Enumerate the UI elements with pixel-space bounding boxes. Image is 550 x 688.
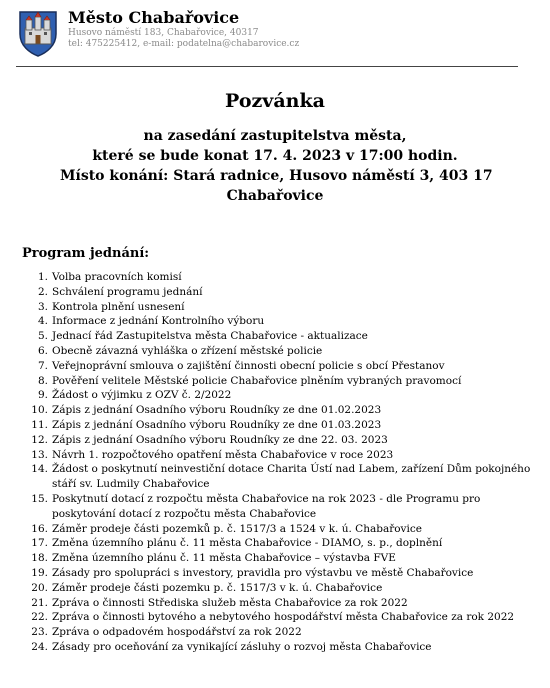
agenda-item: [24, 314, 534, 329]
agenda-item-number: 19.: [31, 566, 48, 579]
meeting-details-line: které se bude konat 17. 4. 2023 v 17:00 hodin.: [92, 148, 458, 164]
agenda-item: [24, 610, 534, 625]
agenda-item: [24, 270, 534, 285]
agenda-item-text: Schválení programu jednání: [52, 285, 203, 298]
agenda-item: [24, 551, 534, 566]
agenda-item-number: 5.: [37, 330, 48, 343]
agenda-item-number: 15.: [31, 492, 48, 505]
agenda-item-text: Volba pracovních komisí: [52, 271, 182, 283]
agenda-item-number: 21.: [31, 596, 48, 609]
agenda-item-text: Záměr prodeje části pozemku p. č. 1517/3 v k. ú. Chabařovice: [52, 581, 383, 594]
agenda-item-number: 1.: [37, 271, 48, 283]
agenda-item-text: Žádost o poskytnutí neinvestiční dotace Charita Ústí nad Labem, zařízení Dům pokojného stáří sv. Ludmily Chabařovice: [52, 463, 531, 491]
agenda-item-text: Zásady pro oceňování za vynikající zásluhy o rozvoj města Chabařovice: [52, 640, 432, 653]
agenda-item-text: Změna územního plánu č. 11 města Chabařovice - DIAMO, s. p., doplnění: [52, 537, 443, 550]
agenda-item-number: 11.: [31, 418, 48, 431]
agenda-item-text: Jednací řád Zastupitelstva města Chabařovice - aktualizace: [52, 330, 368, 343]
meeting-details-line: Chabařovice: [226, 188, 324, 204]
agenda-item-text: Zápis z jednání Osadního výboru Roudníky ze dne 22. 03. 2023: [52, 433, 388, 446]
agenda-item: [24, 448, 534, 463]
agenda-item-number: 7.: [37, 359, 48, 372]
agenda-item-number: 10.: [31, 404, 48, 417]
agenda-item-number: 17.: [31, 537, 48, 550]
agenda-item-number: 4.: [37, 315, 48, 328]
agenda-item: [24, 344, 534, 359]
agenda-item: [24, 285, 534, 300]
agenda-item-text: Zápis z jednání Osadního výboru Roudníky ze dne 01.03.2023: [52, 418, 382, 431]
agenda-item-text: Poskytnutí dotací z rozpočtu města Chabařovice na rok 2023 - dle Programu pro poskytování dotací z rozpočtu města Chabařovice: [52, 492, 481, 520]
agenda-item-number: 6.: [37, 344, 48, 357]
agenda-item: [24, 374, 534, 389]
agenda-item: [24, 566, 534, 581]
agenda-item-number: 3.: [37, 300, 48, 313]
org-name: Město Chabařovice: [68, 8, 240, 27]
agenda-item-text: Kontrola plnění usnesení: [52, 300, 185, 313]
agenda-item-text: Změna územního plánu č. 11 města Chabařovice – výstavba FVE: [52, 552, 396, 565]
agenda-item-text: Veřejnoprávní smlouva o zajištění činnosti obecní policie s obcí Přestanov: [52, 359, 445, 372]
agenda-item-number: 22.: [31, 611, 48, 624]
agenda-item: [24, 596, 534, 611]
agenda-item-text: Zpráva o činnosti bytového a nebytového hospodářství města Chabařovice za rok 2022: [52, 611, 515, 624]
agenda-item: [24, 581, 534, 596]
meeting-details: [60, 126, 493, 206]
agenda-item-text: Návrh 1. rozpočtového opatření města Chabařovice v roce 2023: [52, 448, 394, 461]
agenda-item-text: Záměr prodeje části pozemků p. č. 1517/3 a 1524 v k. ú. Chabařovice: [52, 522, 422, 535]
agenda-item-number: 24.: [31, 640, 48, 653]
agenda-item: [24, 300, 534, 315]
agenda-item: [24, 433, 534, 448]
agenda-item-number: 20.: [31, 581, 48, 594]
agenda-item-number: 8.: [37, 374, 48, 387]
agenda-item-text: Zpráva o odpadovém hospodářství za rok 2022: [52, 626, 302, 639]
agenda-item-number: 14.: [31, 463, 48, 476]
agenda-item-text: Zpráva o činnosti Střediska služeb města Chabařovice za rok 2022: [52, 596, 408, 609]
document-title: Pozvánka: [225, 90, 325, 112]
org-contact: tel: 475225412, e-mail: podatelna@chabarovice.cz: [68, 39, 300, 49]
agenda-item-text: Žádost o výjimku z OZV č. 2/2022: [52, 389, 232, 402]
agenda-item: [24, 403, 534, 418]
agenda-item-number: 16.: [31, 522, 48, 535]
agenda-item-number: 18.: [31, 552, 48, 565]
agenda-item: [24, 359, 534, 374]
agenda-item-number: 2.: [37, 285, 48, 298]
city-crest-icon: [16, 8, 60, 58]
agenda-item-text: Zápis z jednání Osadního výboru Roudníky ze dne 01.02.2023: [52, 404, 382, 417]
agenda-item-number: 12.: [31, 433, 48, 446]
agenda-item-number: 9.: [37, 389, 48, 402]
program-heading: Program jednání:: [22, 246, 150, 261]
agenda-item-number: 13.: [31, 448, 48, 461]
meeting-details-line: Místo konání: Stará radnice, Husovo náměstí 3, 403 17: [60, 168, 493, 184]
agenda-item: [24, 625, 534, 640]
letterhead: [16, 8, 536, 64]
agenda-item-text: Obecně závazná vyhláška o zřízení městské policie: [52, 344, 323, 357]
agenda-item: [24, 640, 534, 655]
agenda-item: [24, 462, 534, 492]
agenda-item: [24, 329, 534, 344]
meeting-details-line: na zasedání zastupitelstva města,: [143, 128, 407, 144]
agenda-item-text: Pověření velitele Městské policie Chabařovice plněním vybraných pravomocí: [52, 374, 462, 387]
agenda-item-number: 23.: [31, 626, 48, 639]
agenda-item: [24, 388, 534, 403]
agenda-item: [24, 492, 534, 522]
agenda-item: [24, 522, 534, 537]
header-divider: [16, 66, 518, 67]
agenda-item-text: Informace z jednání Kontrolního výboru: [52, 315, 265, 328]
agenda-item: [24, 536, 534, 551]
agenda-item-text: Zásady pro spolupráci s investory, pravidla pro výstavbu ve městě Chabařovice: [52, 566, 474, 579]
agenda-list: [24, 270, 534, 655]
org-address: Husovo náměstí 183, Chabařovice, 40317: [68, 28, 259, 38]
agenda-item: [24, 418, 534, 433]
